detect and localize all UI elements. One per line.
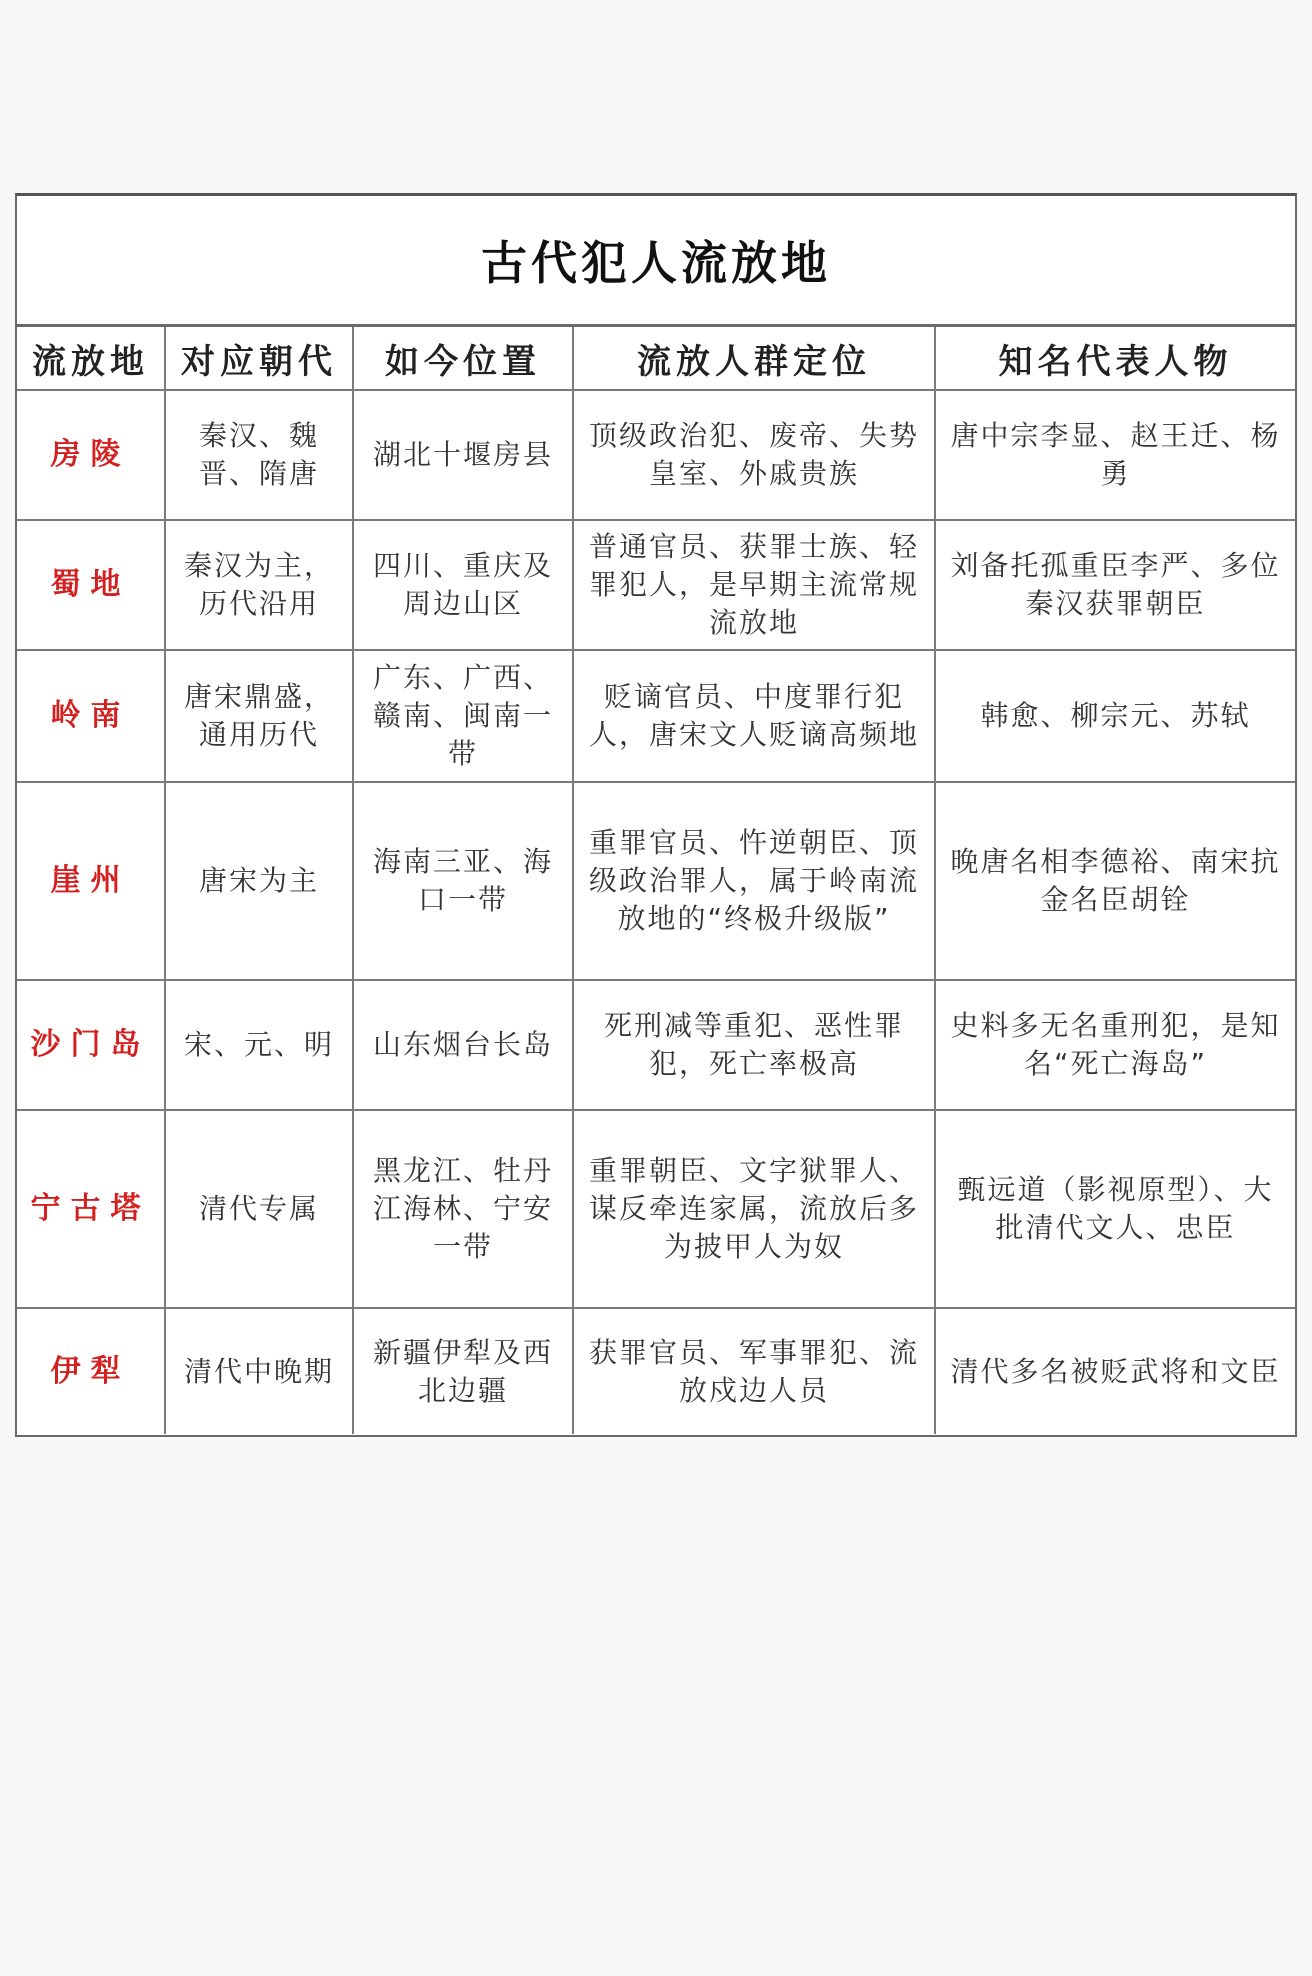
group-cell: 贬谪官员、中度罪行犯人，唐宋文人贬谪高频地 [573, 650, 935, 782]
figures-cell: 史料多无名重刑犯，是知名“死亡海岛” [935, 980, 1295, 1110]
header-row [17, 327, 1295, 390]
table-row [17, 650, 1295, 782]
dynasty-cell: 清代中晚期 [165, 1308, 353, 1434]
location-cell: 湖北十堰房县 [353, 390, 573, 520]
header-location: 如今位置 [353, 327, 573, 390]
figures-cell: 韩愈、柳宗元、苏轼 [935, 650, 1295, 782]
dynasty-cell: 清代专属 [165, 1110, 353, 1308]
header-place: 流放地 [17, 327, 165, 390]
location-cell: 海南三亚、海口一带 [353, 782, 573, 980]
exile-table-card [15, 193, 1297, 1437]
group-cell: 普通官员、获罪士族、轻罪犯人，是早期主流常规流放地 [573, 520, 935, 650]
location-cell: 新疆伊犁及西北边疆 [353, 1308, 573, 1434]
place-cell: 崖州 [17, 782, 165, 980]
figures-cell: 刘备托孤重臣李严、多位秦汉获罪朝臣 [935, 520, 1295, 650]
place-cell: 宁古塔 [17, 1110, 165, 1308]
location-cell: 四川、重庆及周边山区 [353, 520, 573, 650]
place-cell: 蜀地 [17, 520, 165, 650]
figures-cell: 甄远道（影视原型）、大批清代文人、忠臣 [935, 1110, 1295, 1308]
header-dynasty: 对应朝代 [165, 327, 353, 390]
title-row [17, 196, 1295, 327]
table-row [17, 1308, 1295, 1434]
figures-cell: 唐中宗李显、赵王迁、杨勇 [935, 390, 1295, 520]
dynasty-cell: 秦汉、魏晋、隋唐 [165, 390, 353, 520]
group-cell: 重罪官员、忤逆朝臣、顶级政治罪人，属于岭南流放地的“终极升级版” [573, 782, 935, 980]
table-row [17, 980, 1295, 1110]
group-cell: 重罪朝臣、文字狱罪人、谋反牵连家属，流放后多为披甲人为奴 [573, 1110, 935, 1308]
place-cell: 房陵 [17, 390, 165, 520]
dynasty-cell: 唐宋为主 [165, 782, 353, 980]
dynasty-cell: 唐宋鼎盛，通用历代 [165, 650, 353, 782]
dynasty-cell: 秦汉为主，历代沿用 [165, 520, 353, 650]
place-cell: 岭南 [17, 650, 165, 782]
location-cell: 山东烟台长岛 [353, 980, 573, 1110]
place-cell: 伊犁 [17, 1308, 165, 1434]
table-row [17, 1110, 1295, 1308]
location-cell: 黑龙江、牡丹江海林、宁安一带 [353, 1110, 573, 1308]
group-cell: 获罪官员、军事罪犯、流放戍边人员 [573, 1308, 935, 1434]
figures-cell: 晚唐名相李德裕、南宋抗金名臣胡铨 [935, 782, 1295, 980]
header-figures: 知名代表人物 [935, 327, 1295, 390]
group-cell: 顶级政治犯、废帝、失势皇室、外戚贵族 [573, 390, 935, 520]
header-group: 流放人群定位 [573, 327, 935, 390]
location-cell: 广东、广西、赣南、闽南一带 [353, 650, 573, 782]
figures-cell: 清代多名被贬武将和文臣 [950, 1354, 1281, 1388]
group-cell: 死刑减等重犯、恶性罪犯，死亡率极高 [573, 980, 935, 1110]
table-row [17, 390, 1295, 520]
table-title: 古代犯人流放地 [481, 236, 831, 290]
dynasty-cell: 宋、元、明 [165, 980, 353, 1110]
table-row [17, 520, 1295, 650]
exile-places-table [17, 327, 1295, 1434]
table-row [17, 782, 1295, 980]
place-cell: 沙门岛 [17, 980, 165, 1110]
